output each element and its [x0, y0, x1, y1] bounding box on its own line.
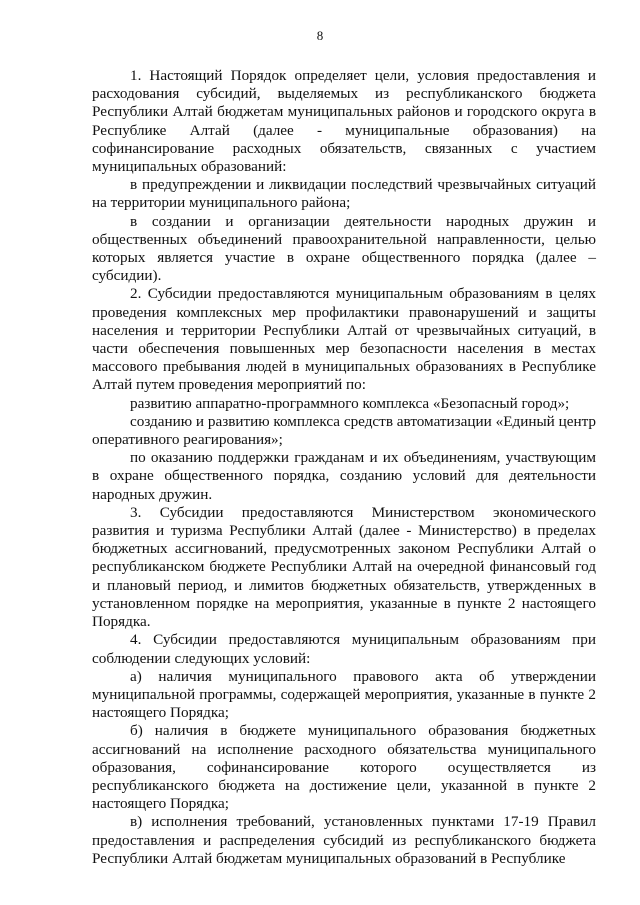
page-number: 8 [316, 28, 324, 43]
paragraph-4-item-v: в) исполнения требований, установленных пунктами 17-19 Правил предоставления и распределения субсидий из республиканского бюджета Республики Алтай бюджетам муниципальных образований в Республике [92, 813, 596, 867]
paragraph-4-item-a: а) наличия муниципального правового акта об утверждении муниципальной программы, содержащей мероприятия, указанные в пункте 2 настоящего Порядка; [92, 667, 596, 722]
paragraph-1-item-druzhiny: в создании и организации деятельности народных дружин и общественных объединений правоохранительной направленности, целью которых является участие в охране общественного порядка (далее – субсидии). [92, 212, 596, 285]
document-body [92, 67, 596, 868]
paragraph-2-intro: 2. Субсидии предоставляются муниципальным образованиям в целях проведения комплексных мер профилактики правонарушений и защиты населения и территории Республики Алтай от чрезвычайных ситуаций, в части обеспечения повышенных мер безопасности населения в местах массового пребывания людей в муниципальных образованиях в Республике Алтай путем проведения мероприятий по: [92, 285, 596, 394]
paragraph-2-item-support: по оказанию поддержки гражданам и их объединениям, участвующим в охране общественного порядка, созданию условий для деятельности народных дружин. [92, 449, 596, 503]
paragraph-4-item-b: б) наличия в бюджете муниципального образования бюджетных ассигнований на исполнение расходного обязательства муниципального образования, софинансирование которого осуществляется из республиканского бюджета на достижение цели, указанной в пункте 2 настоящего Порядка; [92, 722, 596, 813]
paragraph-1-intro: 1. Настоящий Порядок определяет цели, условия предоставления и расходования субсидий, выделяемых из республиканского бюджета Республики Алтай бюджетам муниципальных районов и городского округа в Республике Алтай (далее - муниципальные образования) на софинансирование расходных обязательств, связанных с участием муниципальных образований: [92, 67, 596, 176]
paragraph-2-item-response-center: созданию и развитию комплекса средств автоматизации «Единый центр оперативного реагирования»; [92, 412, 596, 449]
paragraph-1-item-emergency: в предупреждении и ликвидации последствий чрезвычайных ситуаций на территории муниципального района; [92, 176, 596, 212]
paragraph-4-intro: 4. Субсидии предоставляются муниципальным образованиям при соблюдении следующих условий: [92, 631, 596, 667]
paragraph-2-item-safe-city: развитию аппаратно-программного комплекса «Безопасный город»; [130, 394, 570, 412]
paragraph-3: 3. Субсидии предоставляются Министерством экономического развития и туризма Республики Алтай (далее - Министерство) в пределах бюджетных ассигнований, предусмотренных законом Республики Алтай о республиканском бюджете Республики Алтай на очередной финансовый год и плановый период, и лимитов бюджетных обязательств, утвержденных в установленном порядке на мероприятия, указанные в пункте 2 настоящего Порядка. [92, 503, 596, 631]
